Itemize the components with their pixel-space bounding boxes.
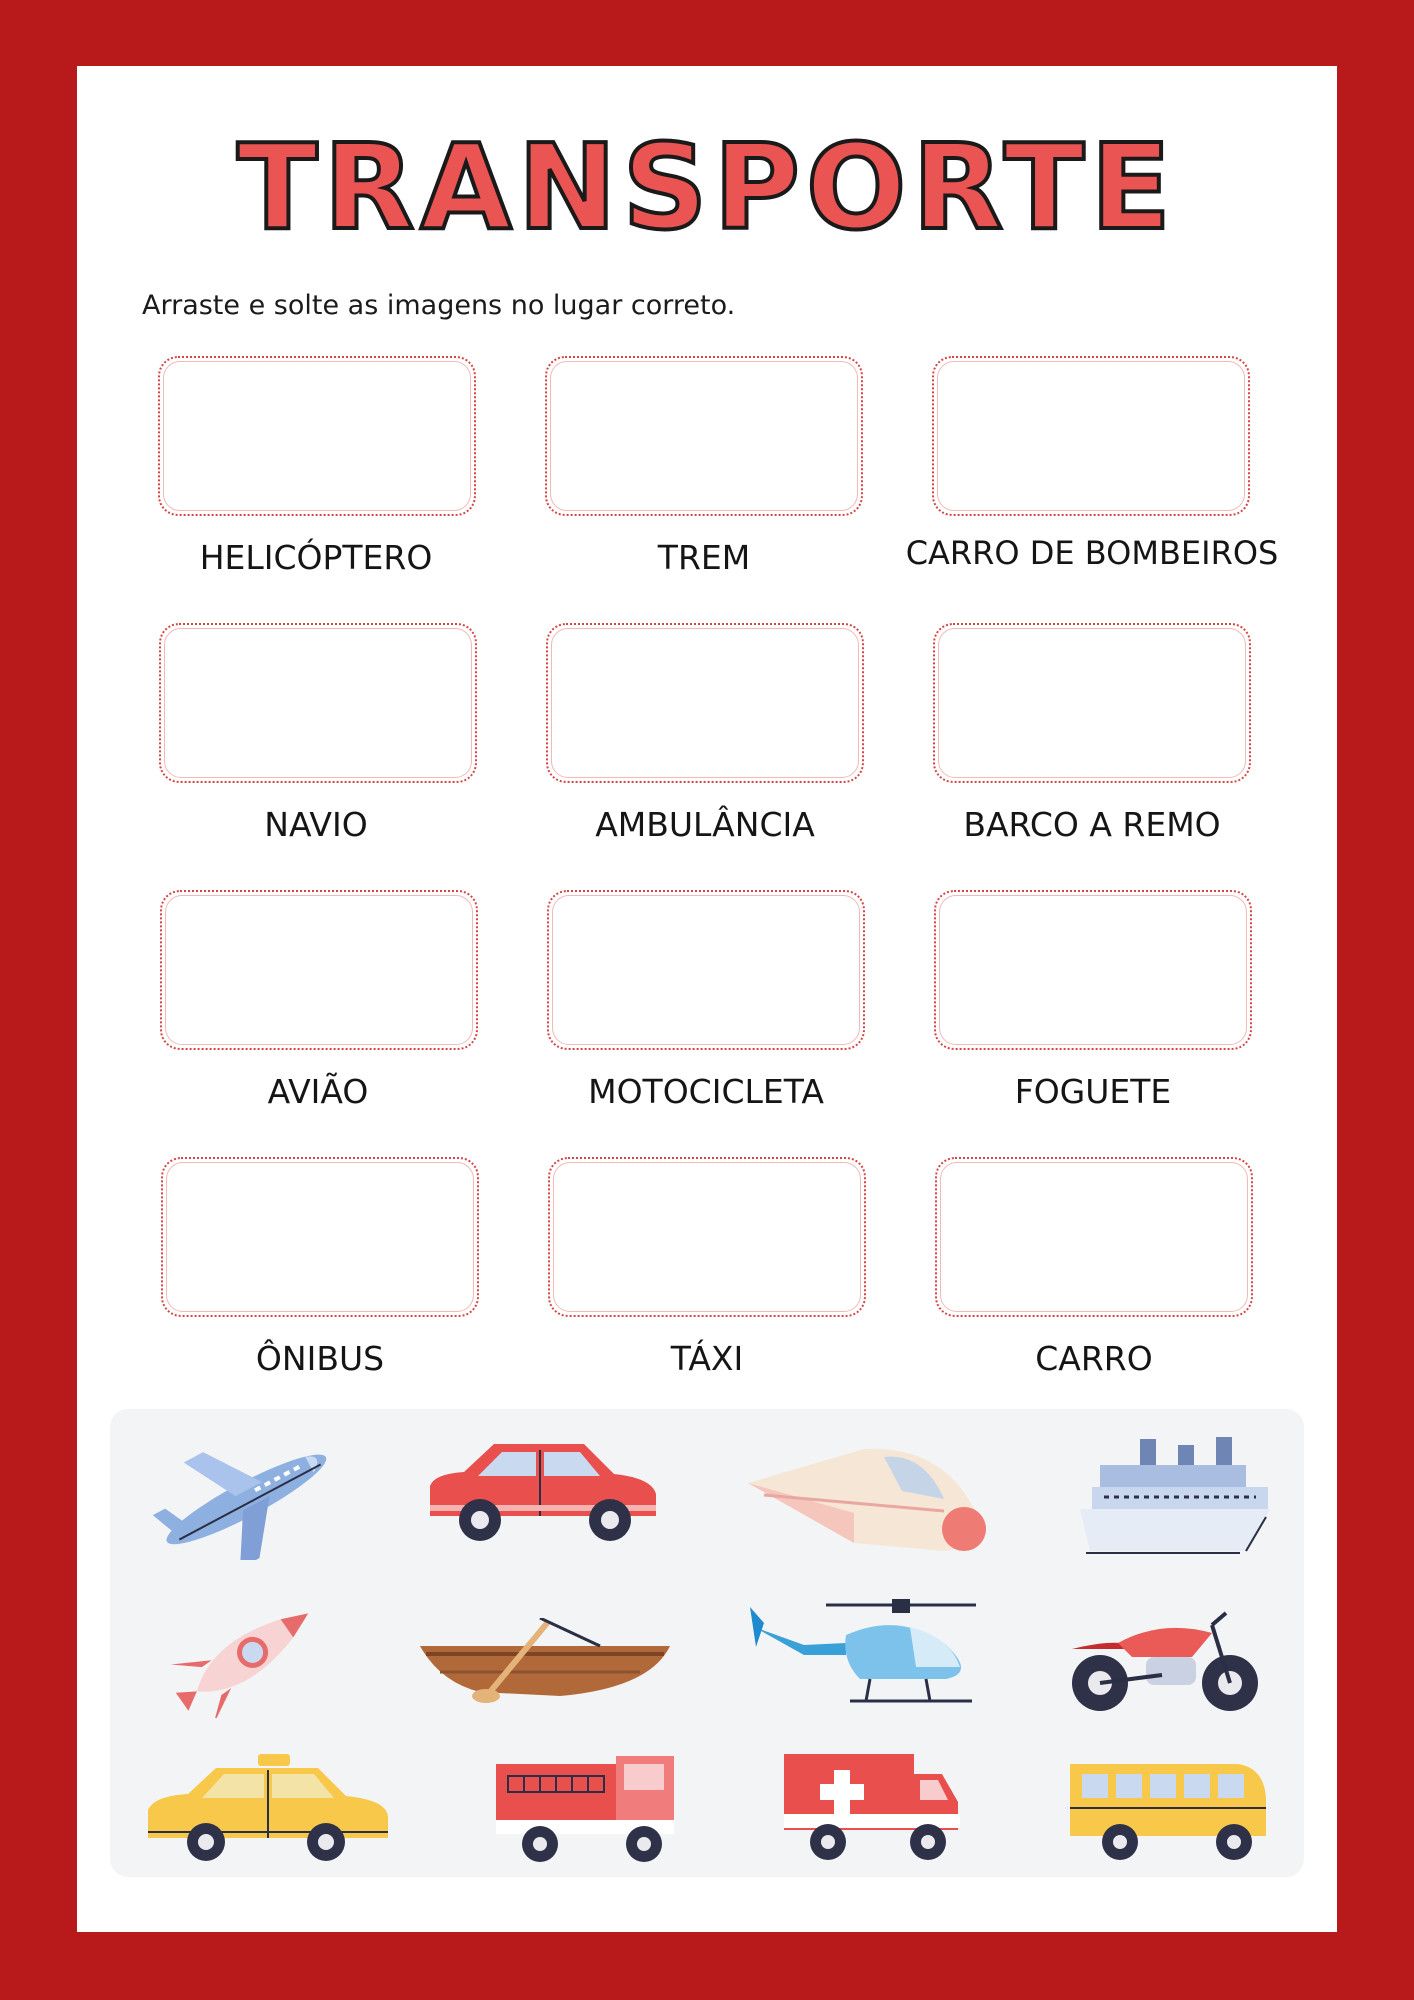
motorcycle-icon[interactable] (1062, 1605, 1268, 1715)
helicopter-icon[interactable] (750, 1597, 986, 1711)
label-car: CARRO (1035, 1339, 1153, 1378)
label-rowboat: BARCO A REMO (963, 805, 1221, 844)
rowboat-icon[interactable] (420, 1618, 672, 1708)
airplane-icon[interactable] (146, 1430, 342, 1560)
fire-truck-icon[interactable] (494, 1754, 678, 1866)
drop-zone-ambulance[interactable] (546, 623, 864, 783)
label-train: TREM (657, 538, 751, 577)
page-title: TRANSPORTE (237, 118, 1177, 256)
car-icon[interactable] (424, 1438, 660, 1548)
label-motorcycle: MOTOCICLETA (588, 1072, 824, 1111)
drop-zone-rocket[interactable] (934, 890, 1252, 1050)
drop-zone-bus[interactable] (161, 1157, 479, 1317)
label-ship: NAVIO (264, 805, 368, 844)
drop-zone-rowboat[interactable] (933, 623, 1251, 783)
label-taxi: TÁXI (670, 1339, 744, 1378)
drop-zone-airplane[interactable] (160, 890, 478, 1050)
label-bus: ÔNIBUS (255, 1339, 385, 1378)
drop-zone-motorcycle[interactable] (547, 890, 865, 1050)
label-ambulance: AMBULÂNCIA (595, 805, 815, 844)
drop-zone-ship[interactable] (159, 623, 477, 783)
label-fire-truck: CARRO DE BOMBEIROS (905, 534, 1279, 572)
ambulance-icon[interactable] (782, 1752, 966, 1864)
drop-zone-helicopter[interactable] (158, 356, 476, 516)
bus-icon[interactable] (1068, 1758, 1268, 1864)
label-airplane: AVIÃO (267, 1072, 369, 1111)
label-helicopter: HELICÓPTERO (199, 538, 433, 577)
instruction-text: Arraste e solte as imagens no lugar correto. (142, 290, 736, 321)
ship-icon[interactable] (1080, 1437, 1270, 1557)
drop-zone-car[interactable] (935, 1157, 1253, 1317)
taxi-icon[interactable] (148, 1752, 390, 1862)
drop-zone-fire-truck[interactable] (932, 356, 1250, 516)
label-rocket: FOGUETE (1014, 1072, 1172, 1111)
drop-zone-train[interactable] (545, 356, 863, 516)
drop-zone-taxi[interactable] (548, 1157, 866, 1317)
rocket-icon[interactable] (166, 1596, 326, 1718)
train-icon[interactable] (744, 1443, 988, 1555)
